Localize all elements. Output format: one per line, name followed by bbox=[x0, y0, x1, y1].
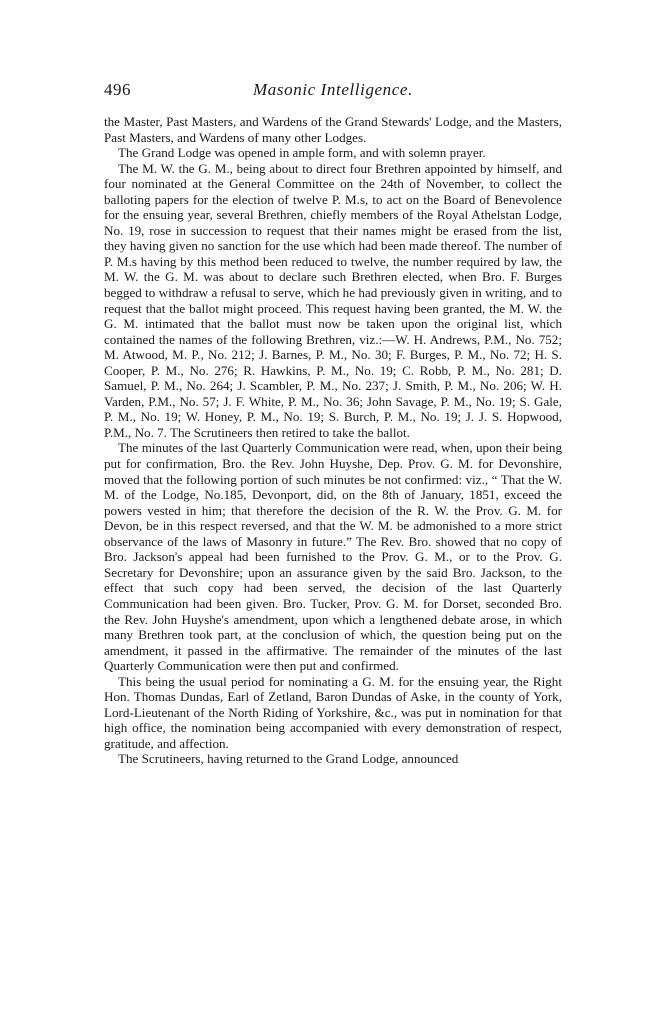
paragraph-minutes: The minutes of the last Quarterly Communication were read, when, upon their being put for confirmation, Bro. the Rev. John Huyshe, Dep. Prov. G. M. for Devonshire, moved that the following portion of such minutes be not confirmed: viz., “ That the W. M. of the Lodge, No.185, Devonport, did, on the 8th of January, 1851, exceed the powers vested in him; that therefore the decision of the R. W. the Prov. G. M. for Devon, be in this respect reversed, and that the W. M. be admonished to a more strict observance of the laws of Masonry in future.” The Rev. Bro. showed that no copy of Bro. Jackson's appeal had been furnished to the Prov. G. M., or to the Prov. G. Secretary for Devonshire; upon an assurance given by the said Bro. Jackson, to the effect that such copy had been served, the decision of the last Quarterly Communication had been given. Bro. Tucker, Prov. G. M. for Dorset, seconded Bro. the Rev. John Huyshe's amendment, upon which a lengthened debate arose, in which many Brethren took part, at the conclusion of which, the question being put on the amendment, it passed in the affirmative. The remainder of the minutes of the last Quarterly Communication were then put and confirmed. bbox=[104, 440, 562, 674]
running-title: Masonic Intelligence. bbox=[253, 80, 413, 99]
page-header bbox=[104, 80, 562, 104]
paragraph-ballot: The M. W. the G. M., being about to direct four Brethren appointed by himself, and four nominated at the General Committee on the 24th of November, to collect the balloting papers for the election of twelve P. M.s, to act on the Board of Benevolence for the ensuing year, several Brethren, chiefly members of the Royal Athelstan Lodge, No. 19, rose in succession to request that their names might be erased from the list, they having given no sanction for the use which had been made thereof. The number of P. M.s having by this method been reduced to twelve, the number required by law, the M. W. the G. M. was about to declare such Brethren elected, when Bro. F. Burges begged to withdraw a refusal to serve, which he had previously given in writing, and to request that the ballot might proceed. This request having been granted, the M. W. the G. M. intimated that the ballot must now be taken upon the original list, which contained the names of the following Brethren, viz.:—W. H. Andrews, P.M., No. 752; M. Atwood, M. P., No. 212; J. Barnes, P. M., No. 30; F. Burges, P. M., No. 72; H. S. Cooper, P. M., No. 276; R. Hawkins, P. M., No. 19; C. Robb, P. M., No. 281; D. Samuel, P. M., No. 264; J. Scambler, P. M., No. 237; J. Smith, P. M., No. 206; W. H. Varden, P.M., No. 57; J. F. White, P. M., No. 36; John Savage, P. M., No. 19; S. Gale, P. M., No. 19; W. Honey, P. M., No. 19; S. Burch, P. M., No. 19; J. J. S. Hopwood, P.M., No. 7. The Scrutineers then retired to take the ballot. bbox=[104, 160, 562, 440]
body-text bbox=[104, 114, 562, 767]
paragraph-grand-lodge-opened: The Grand Lodge was opened in ample form, and with solemn prayer. bbox=[118, 145, 486, 161]
paragraph-scrutineers: The Scrutineers, having returned to the Grand Lodge, announced bbox=[118, 751, 459, 767]
paragraph-continuation: the Master, Past Masters, and Wardens of the Grand Stewards' Lodge, and the Masters, Past Masters, and Wardens of many other Lodges. bbox=[104, 114, 562, 145]
paragraph-nomination: This being the usual period for nominating a G. M. for the ensuing year, the Right Hon. Thomas Dundas, Earl of Zetland, Baron Dundas of Aske, in the county of York, Lord-Lieutenant of the North Riding of Yorkshire, &c., was put in nomination for that high office, the nomination being accompanied with every demonstration of respect, gratitude, and affection. bbox=[104, 673, 562, 751]
page-number: 496 bbox=[104, 80, 131, 99]
